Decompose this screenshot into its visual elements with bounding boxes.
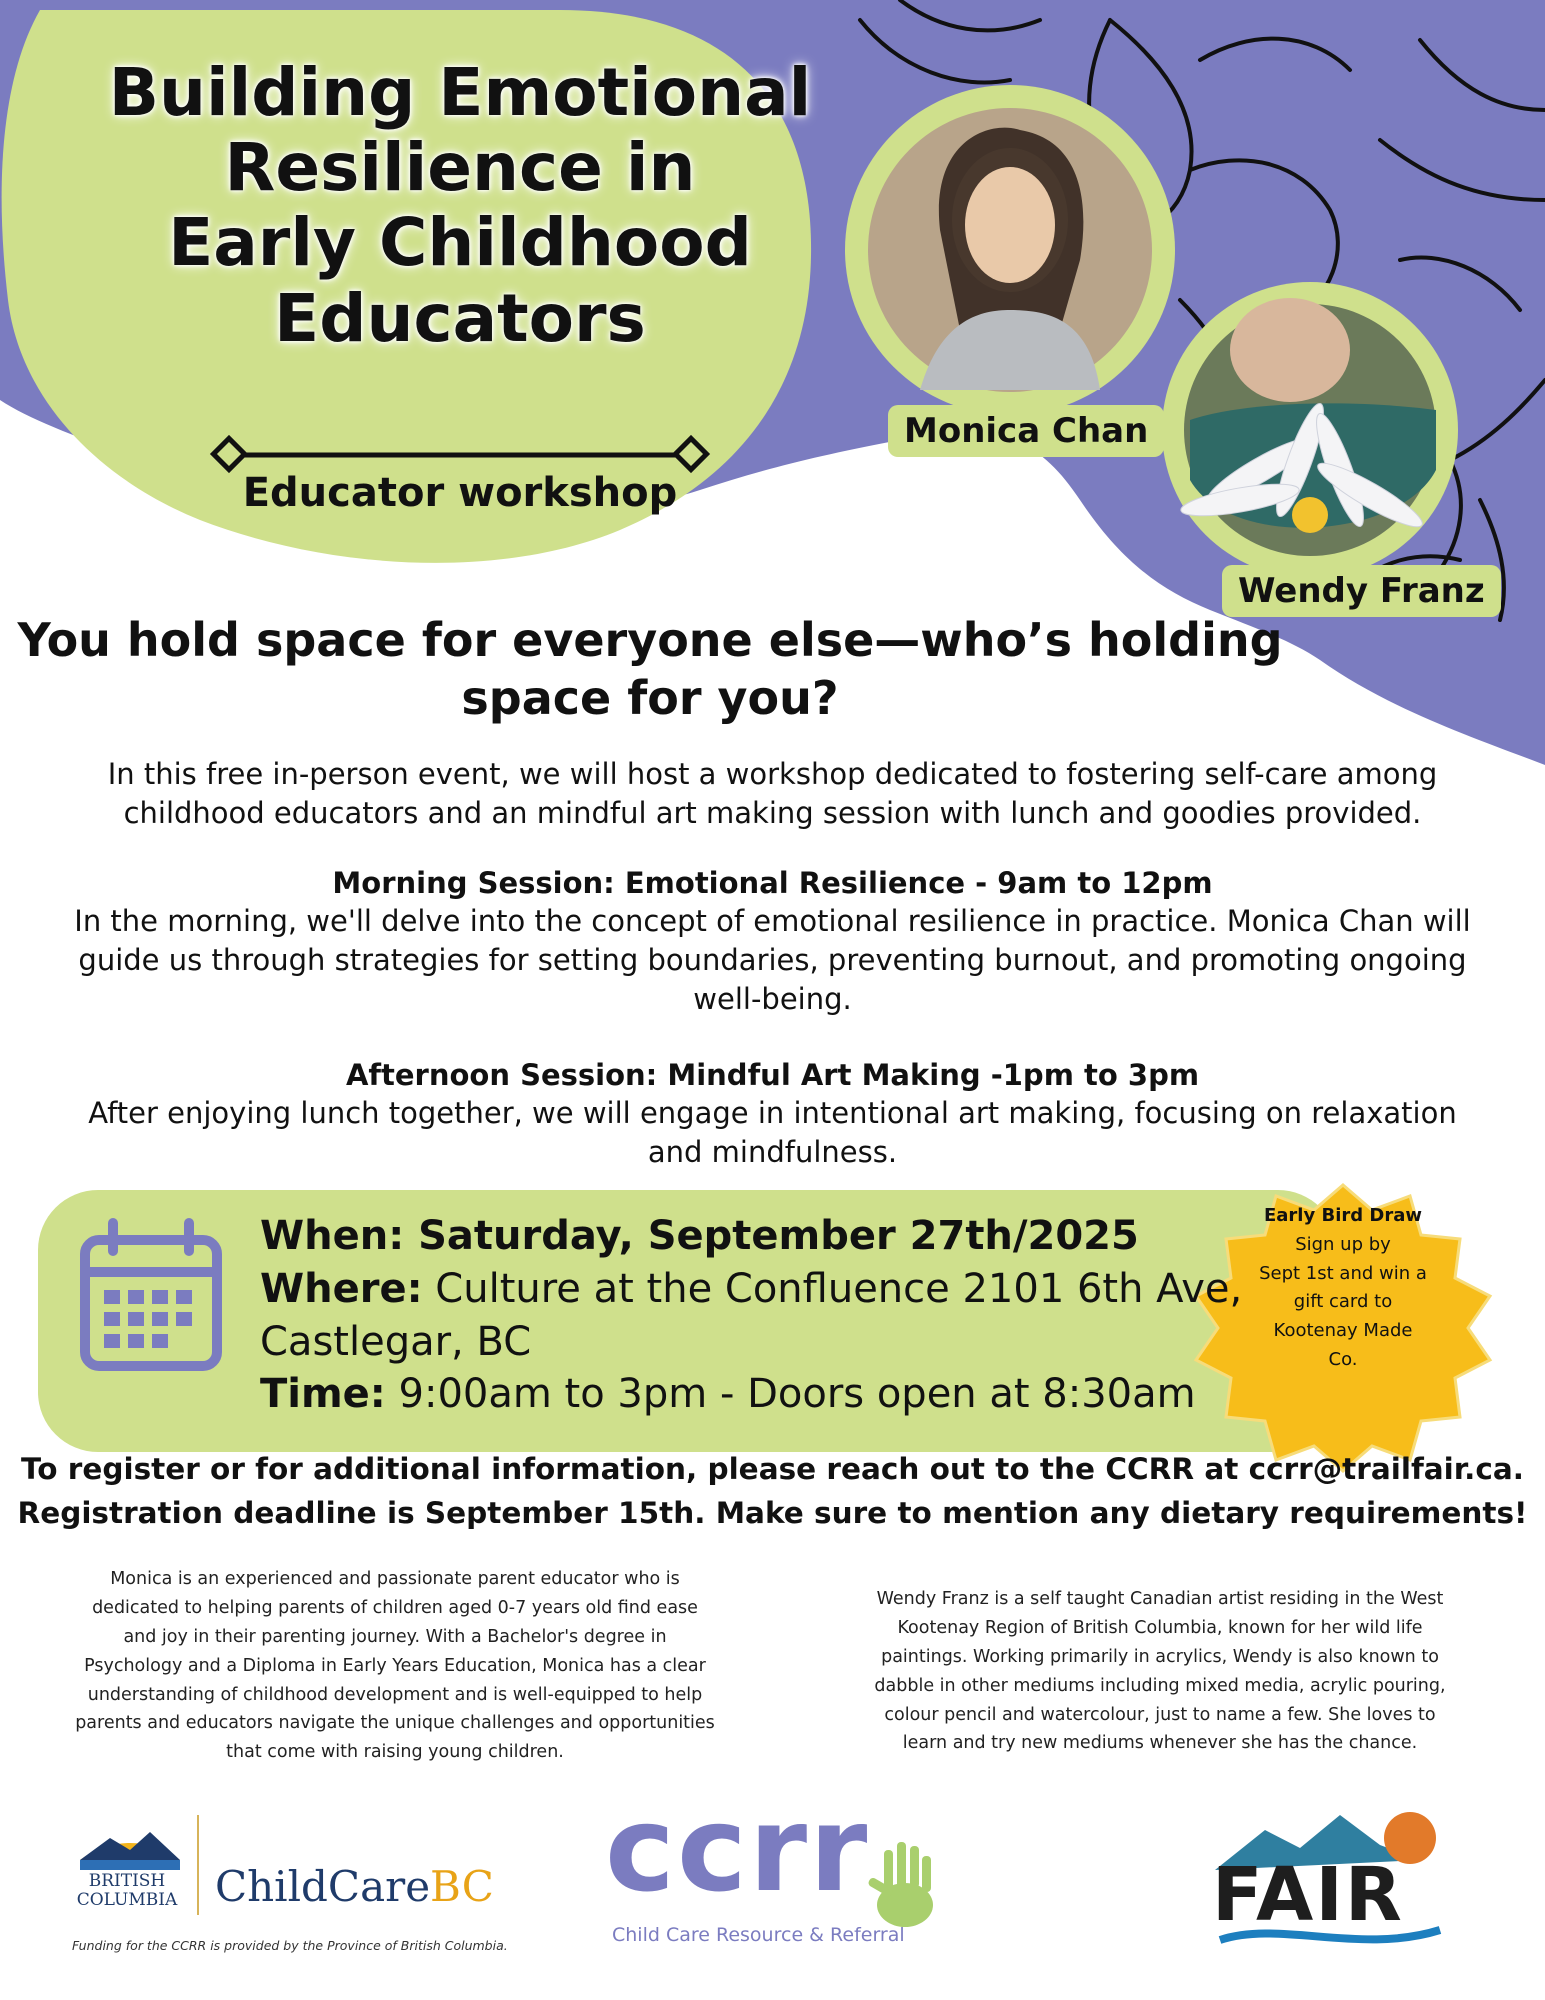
morning-line-2: guide us through strategies for setting boundaries, preventing burnout, and promoting ongoing (78, 942, 1467, 977)
early-bird-text (1236, 1202, 1450, 1375)
bio-wendy-line: dabble in other mediums including mixed media, acrylic pouring, (874, 1675, 1446, 1696)
bio-monica-line: parents and educators navigate the unique challenges and opportunities (75, 1713, 715, 1734)
intro-line-2: childhood educators and an mindful art making session with lunch and goodies provided. (123, 795, 1422, 830)
bio-wendy (800, 1585, 1520, 1758)
early-bird-title: Early Bird Draw (1263, 1205, 1422, 1226)
bio-wendy-line: Kootenay Region of British Columbia, known for her wild life (897, 1617, 1423, 1638)
childcarebc-logo (215, 1862, 494, 1911)
early-bird-line-4: Kootenay Made (1273, 1320, 1413, 1342)
afternoon-line-1: After enjoying lunch together, we will engage in intentional art making, focusing on relaxation (88, 1096, 1457, 1130)
bio-wendy-line: paintings. Working primarily in acrylics, Wendy is also known to (881, 1646, 1439, 1667)
early-bird-line-1: Sign up by (1295, 1233, 1391, 1255)
where-label: Where: (260, 1265, 423, 1312)
where-line (260, 1263, 1260, 1316)
title-line-1: Building Emotional (108, 54, 812, 131)
bc-line-1: BRITISH (88, 1871, 166, 1891)
subtitle: Educator workshop (242, 470, 678, 516)
early-bird-line-2: Sept 1st and win a (1259, 1262, 1427, 1284)
bio-monica-line: dedicated to helping parents of children aged 0-7 years old find ease (92, 1597, 698, 1618)
bio-monica (30, 1565, 760, 1767)
bio-wendy-line: Wendy Franz is a self taught Canadian artist residing in the West (876, 1589, 1444, 1609)
title-line-2: Resilience in (224, 129, 696, 207)
childcare-text: ChildCare (215, 1862, 431, 1911)
hand-icon (867, 1842, 933, 1927)
title-block (50, 55, 870, 356)
morning-line-1: In the morning, we'll delve into the concept of emotional resilience in practice. Monica Chan will (74, 904, 1471, 938)
morning-session-title: Morning Session: Emotional Resilience - 9am to 12pm (332, 866, 1213, 900)
intro-text (0, 755, 1545, 833)
afternoon-session-text (0, 1094, 1545, 1172)
title-line-4: Educators (274, 279, 646, 357)
bc-line-2: COLUMBIA (76, 1889, 178, 1910)
registration-info (0, 1448, 1545, 1535)
bc-wordmark (62, 1872, 192, 1909)
bio-monica-line: Psychology and a Diploma in Early Years Education, Monica has a clear (84, 1655, 706, 1676)
when-label: When: Saturday, September 27th/2025 (260, 1213, 1139, 1259)
early-bird-line-3: gift card to (1293, 1291, 1393, 1313)
fair-logo: FAIR (1212, 1852, 1404, 1938)
childcare-bc-text: BC (430, 1862, 494, 1911)
bio-monica-line: understanding of childhood development and is well-equipped to help (87, 1684, 703, 1705)
registration-line-1: To register or for additional information, please reach out to the CCRR at ccrr@trailfair.ca. (21, 1452, 1524, 1486)
early-bird-line-5: Co. (1328, 1348, 1358, 1370)
presenter-tag-wendy: Wendy Franz (1222, 565, 1501, 617)
funding-note: Funding for the CCRR is provided by the Province of British Columbia. (72, 1938, 508, 1953)
afternoon-line-2: and mindfulness. (647, 1134, 898, 1169)
ccrr-subtitle: Child Care Resource & Referral (612, 1924, 905, 1946)
registration-line-2: Registration deadline is September 15th. Make sure to mention any dietary requirements! (17, 1495, 1528, 1530)
event-details (260, 1210, 1260, 1421)
bio-monica-line: and joy in their parenting journey. With a Bachelor's degree in (123, 1626, 667, 1647)
time-line (260, 1368, 1260, 1421)
afternoon-session-title: Afternoon Session: Mindful Art Making -1pm to 3pm (345, 1058, 1200, 1092)
where-line-2: Castlegar, BC (260, 1318, 532, 1365)
ccrr-logo: ccrr (605, 1780, 870, 1918)
when-line (260, 1210, 1260, 1263)
bio-wendy-line: learn and try new mediums whenever she has the chance. (902, 1733, 1418, 1754)
time-label: Time: (260, 1371, 386, 1418)
headline-line-1: You hold space for everyone else—who’s holding (17, 613, 1283, 667)
headline-line-2: space for you? (461, 670, 839, 725)
intro-line-1: In this free in-person event, we will host a workshop dedicated to fostering self-care among (107, 757, 1438, 791)
bio-monica-line: Monica is an experienced and passionate parent educator who is (110, 1569, 680, 1589)
bio-monica-line: that come with raising young children. (226, 1742, 564, 1763)
headline (0, 612, 1300, 727)
time-value: 9:00am to 3pm - Doors open at 8:30am (398, 1371, 1196, 1418)
morning-line-3: well-being. (693, 981, 852, 1016)
morning-session-text (0, 902, 1545, 1019)
presenter-tag-monica: Monica Chan (888, 405, 1164, 457)
title-line-3: Early Childhood (168, 204, 752, 282)
where-value: Culture at the Confluence 2101 6th Ave, (435, 1265, 1243, 1312)
bio-wendy-line: colour pencil and watercolour, just to name a few. She loves to (884, 1704, 1436, 1725)
